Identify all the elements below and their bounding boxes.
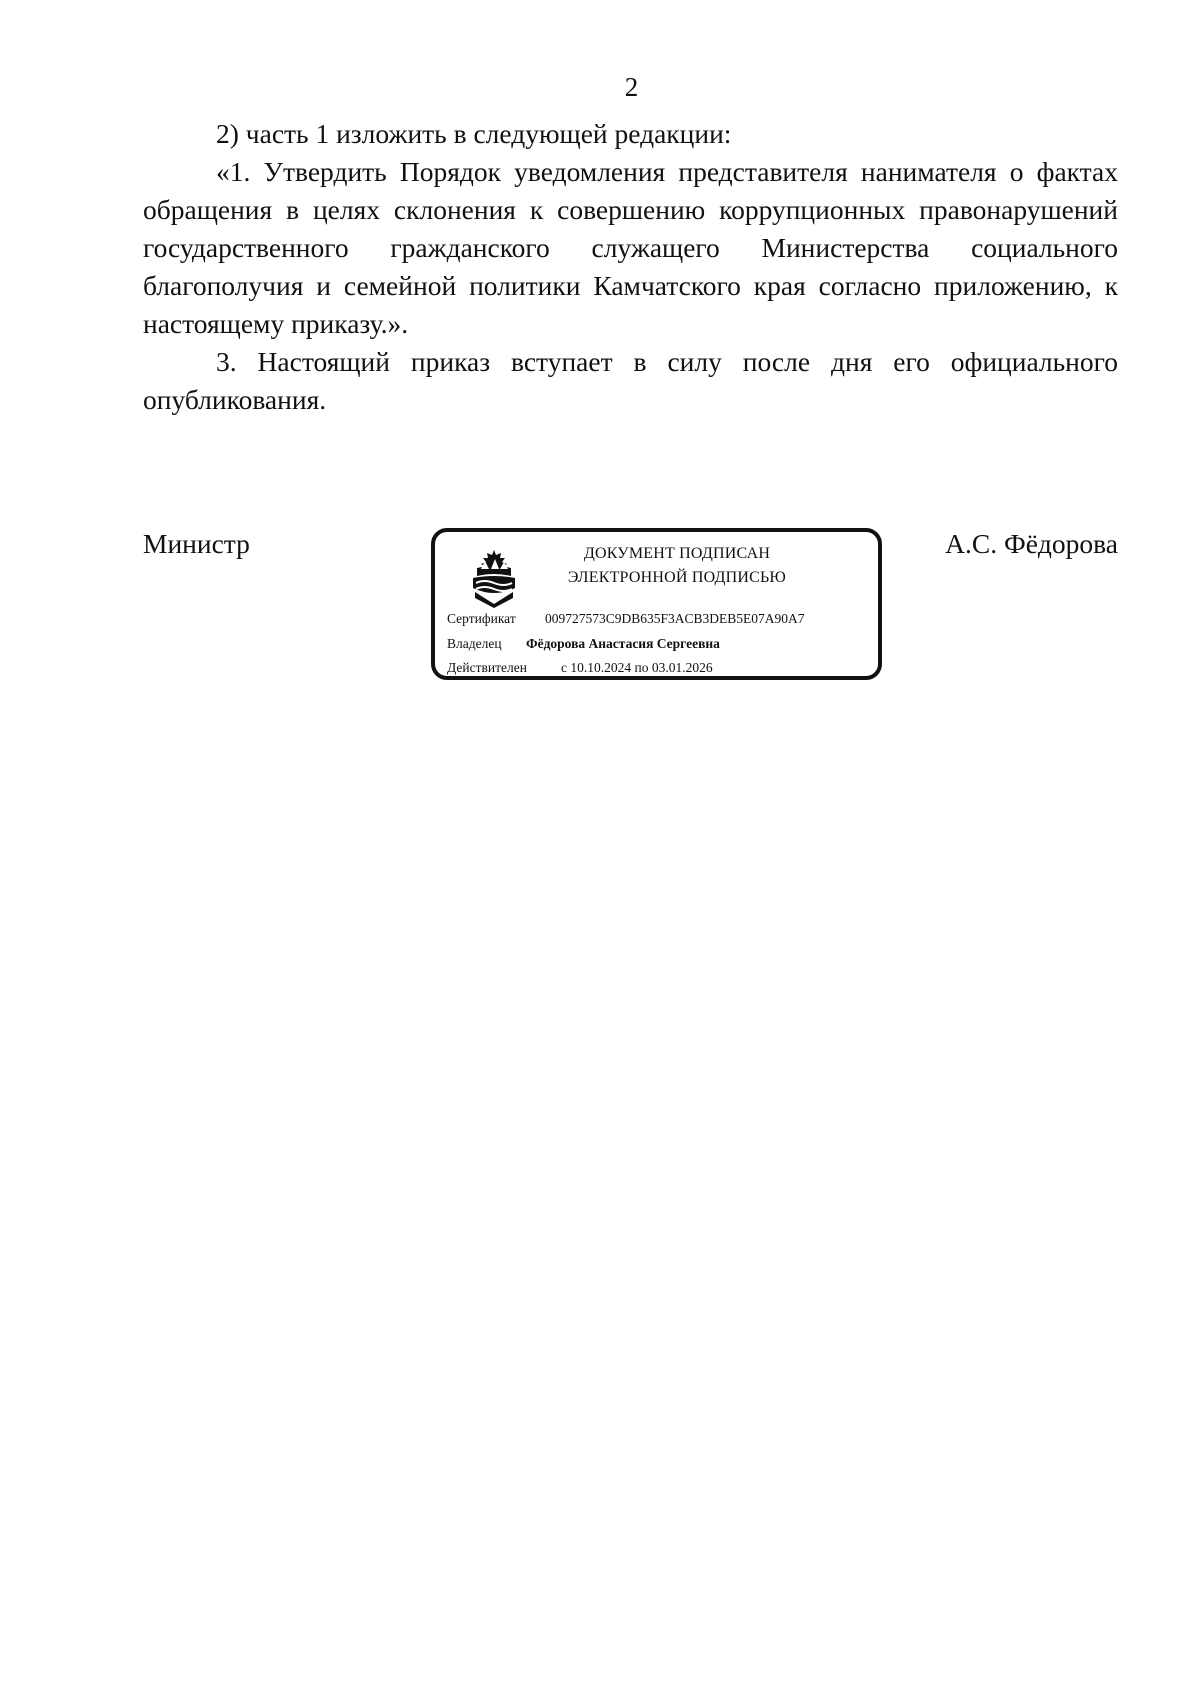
stamp-title-line-1: ДОКУМЕНТ ПОДПИСАН <box>583 545 771 562</box>
stamp-title <box>527 542 827 590</box>
signatory-name: А.С. Фёдорова <box>945 528 1118 559</box>
stamp-validity-row <box>447 659 713 677</box>
document-body <box>143 115 1118 419</box>
certificate-value: 009727573C9DB635F3ACB3DEB5E07A90A7 <box>545 611 805 626</box>
owner-label: Владелец <box>447 636 502 651</box>
paragraph-effective-date: 3. Настоящий приказ вступает в силу после дня его официального опубликования. <box>143 346 1118 415</box>
page-number: 2 <box>624 72 639 102</box>
stamp-title-line-2: ЭЛЕКТРОННОЙ ПОДПИСЬЮ <box>567 569 787 586</box>
paragraph-approve-procedure: «1. Утвердить Порядок уведомления представителя нанимателя о фактах обращения в целях склонения к совершению коррупционных правонарушений государственного гражданского служащего Министерства социального благополучия и семейной политики Камчатского края согласно приложению, к настоящему приказу.». <box>143 156 1118 339</box>
paragraph-part-1-amendment: 2) часть 1 изложить в следующей редакции: <box>216 118 732 149</box>
certificate-label: Сертификат <box>447 611 516 626</box>
signature-block <box>143 526 1118 686</box>
stamp-certificate-row <box>447 610 805 628</box>
validity-value: с 10.10.2024 по 03.01.2026 <box>561 660 713 675</box>
kamchatka-emblem-icon <box>467 546 521 608</box>
electronic-signature-stamp <box>431 528 882 680</box>
owner-value: Фёдорова Анастасия Сергеевна <box>526 636 720 651</box>
signatory-position: Министр <box>143 528 250 559</box>
validity-label: Действителен <box>447 660 527 675</box>
stamp-owner-row <box>447 635 720 653</box>
